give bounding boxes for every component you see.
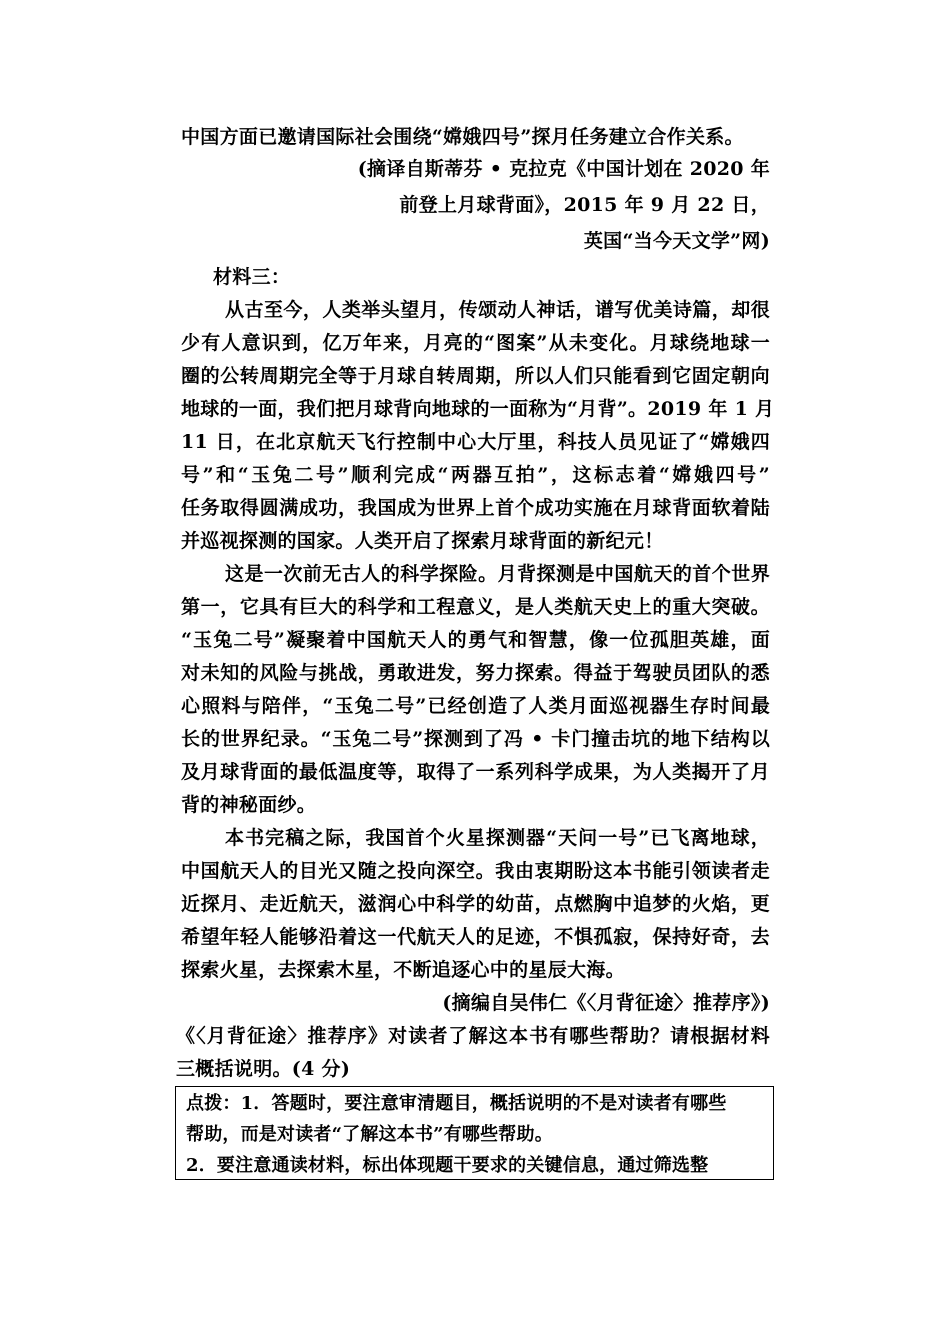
- paragraph-line: 这是一次前无古人的科学探险。月背探测是中国航天的首个世界: [225, 563, 770, 585]
- hint-line: 2．要注意通读材料，标出体现题干要求的关键信息，通过筛选整: [186, 1155, 709, 1176]
- paragraph-line: 本书完稿之际，我国首个火星探测器“天问一号”已飞离地球，: [225, 827, 770, 849]
- hint-line: 帮助，而是对读者“了解这本书”有哪些帮助。: [186, 1124, 553, 1145]
- paragraph-line: 地球的一面，我们把月球背向地球的一面称为“月背”。2019 年 1 月: [181, 398, 775, 420]
- paragraph-line: 第一，它具有巨大的科学和工程意义，是人类航天史上的重大突破。: [181, 596, 770, 618]
- question-line: 《〈月背征途〉推荐序》对读者了解这本书有哪些帮助？请根据材料: [176, 1025, 770, 1047]
- citation-line: (摘编自吴伟仁《〈月背征途〉推荐序》): [442, 992, 770, 1014]
- paragraph-line: 从古至今，人类举头望月，传颂动人神话，谱写优美诗篇，却很: [225, 299, 770, 321]
- paragraph-line: 对未知的风险与挑战，勇敢进发，努力探索。得益于驾驶员团队的悉: [181, 662, 770, 684]
- section-heading: 材料三：: [213, 266, 291, 288]
- paragraph-line: 及月球背面的最低温度等，取得了一系列科学成果，为人类揭开了月: [181, 761, 770, 783]
- paragraph-line: 希望年轻人能够沿着这一代航天人的足迹，不惧孤寂，保持好奇，去: [181, 926, 770, 948]
- paragraph-line: 心照料与陪伴，“玉兔二号”已经创造了人类月面巡视器生存时间最: [181, 695, 770, 717]
- paragraph-line: 11 日，在北京航天飞行控制中心大厅里，科技人员见证了“嫦娥四: [181, 431, 770, 453]
- paragraph-line: 背的神秘面纱。: [181, 794, 317, 816]
- citation-line: 英国“当今天文学”网): [583, 230, 770, 252]
- paragraph-line: 任务取得圆满成功，我国成为世界上首个成功实施在月球背面软着陆: [181, 497, 770, 519]
- citation-line: 前登上月球背面》，2015 年 9 月 22 日，: [399, 194, 770, 216]
- paragraph-line: 近探月、走近航天，滋润心中科学的幼苗，点燃胸中追梦的火焰，更: [181, 893, 770, 915]
- text-line: 中国方面已邀请国际社会围绕“嫦娥四号”探月任务建立合作关系。: [181, 126, 744, 148]
- paragraph-line: 圈的公转周期完全等于月球自转周期，所以人们只能看到它固定朝向: [181, 365, 770, 387]
- paragraph-line: 号”和“玉兔二号”顺利完成“两器互拍”，这标志着“嫦娥四号”: [181, 464, 770, 486]
- paragraph-line: 探索火星，去探索木星，不断追逐心中的星辰大海。: [181, 959, 625, 981]
- hint-line: 点拨：1．答题时，要注意审清题目，概括说明的不是对读者有哪些: [186, 1093, 727, 1114]
- paragraph-line: 中国航天人的目光又随之投向深空。我由衷期盼这本书能引领读者走: [181, 860, 770, 882]
- paragraph-line: 并巡视探测的国家。人类开启了探索月球背面的新纪元！: [181, 530, 664, 552]
- paragraph-line: “玉兔二号”凝聚着中国航天人的勇气和智慧，像一位孤胆英雄，面: [181, 629, 770, 651]
- paragraph-line: 少有人意识到，亿万年来，月亮的“图案”从未变化。月球绕地球一: [181, 332, 770, 354]
- question-line: 三概括说明。(4 分): [176, 1058, 351, 1080]
- citation-line: (摘译自斯蒂芬 • 克拉克《中国计划在 2020 年: [357, 158, 770, 180]
- hint-box: [175, 1086, 774, 1180]
- paragraph-line: 长的世界纪录。“玉兔二号”探测到了冯 • 卡门撞击坑的地下结构以: [181, 728, 770, 750]
